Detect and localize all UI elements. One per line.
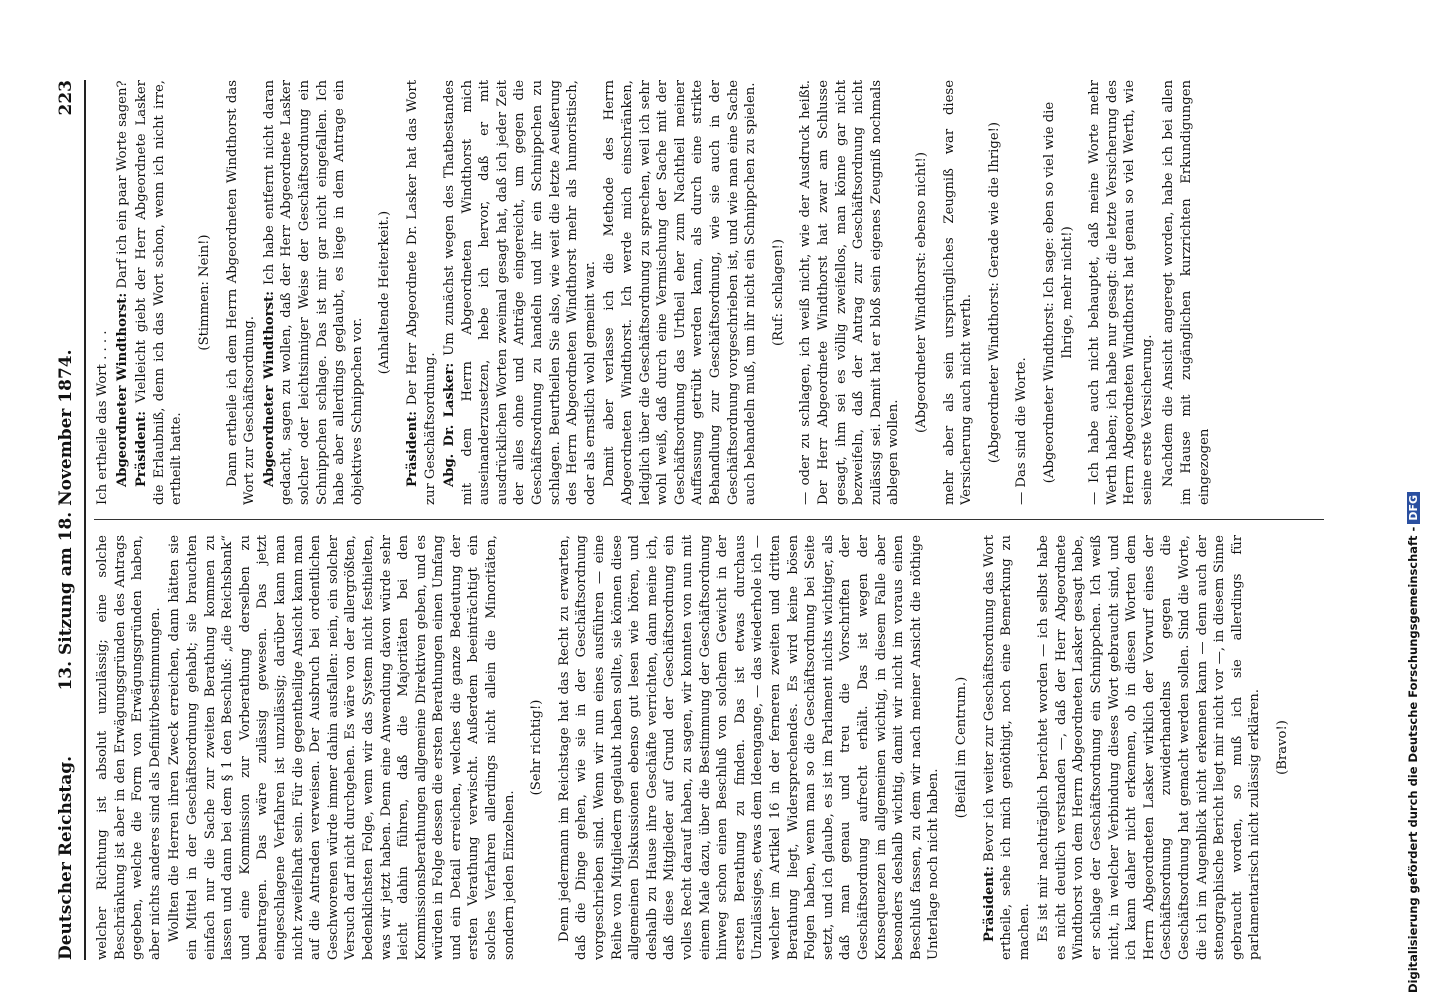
paragraph: [261, 80, 367, 505]
running-head-left: Deutscher Reichstag.: [56, 755, 76, 960]
stage-direction: [953, 535, 971, 960]
paragraph-text: (Abgeordneter Windthorst: Gerade wie die Ihrige!): [986, 121, 1002, 464]
paragraph: [1160, 80, 1213, 505]
paragraph: [1013, 80, 1031, 505]
left-column: [94, 535, 1334, 960]
stage-direction: [1041, 80, 1076, 505]
paragraph-text: Ich habe entfernt nicht daran gedacht, sagen zu wollen, daß der Herr Abgeordnete Lasker solcher oder leichtsinniger Weise der Geschäftsordnung ein Schnippchen schlage. Das ist mir gar nicht eingefallen. Ich habe aber allerdings geglaubt, es liege in dem Antrage ein objektives Schnippchen vor.: [261, 80, 365, 505]
paragraph-text: Dann ertheile ich dem Herrn Abgeordneten Windthorst das Wort zur Geschäftsordnung.: [224, 80, 258, 505]
speaker-name: Präsident:: [981, 865, 997, 942]
paragraph: [133, 80, 186, 505]
stage-direction: [913, 80, 931, 505]
paragraph: [797, 80, 903, 505]
paragraph-text: Darf ich ein paar Worte sagen?: [114, 80, 130, 289]
digitization-credit: [1406, 8, 1426, 993]
stage-direction: [196, 80, 214, 505]
paragraph-text: (Ruf: schlagen!): [770, 239, 786, 346]
paragraph-text: Es ist mir nachträglich berichtet worden — ich selbst habe es nicht deutlich verstanden —, daß der Herr Abgeordnete Windthorst von dem Herrn Abgeordneten Lasker gesagt habe, er schlage der Geschäftsordnung ein Schnippchen. Ich weiß nicht, in welcher Verbindung dieses Wort gebraucht sind, und ich kann daher nicht erkennen, ob in diesen Worten dem Herrn Abgeordneten Lasker wirklich der Vorwurf eines der Geschäftsordnung zuwiderhandelns gegen die Geschäftsordnung hat gemacht werden sollen. Sind die Worte, die ich im Augenblick nicht erkennen kann — denn auch der stenographische Bericht liegt mir nicht vor —, in diesem Sinne gebraucht worden, so muß ich sie allerdings für parlamentarisch nicht zulässig erklären.: [1036, 535, 1263, 960]
paragraph-text: — Das sind die Worte.: [1014, 357, 1030, 505]
credit-text-rotated: [1406, 8, 1426, 993]
paragraph-text: Der Herr Abgeordnete Dr. Lasker hat das Wort zur Geschäftsordnung.: [404, 80, 438, 505]
paragraph-text: Denn jedermann im Reichstage hat das Recht zu erwarten, daß die Dinge gehen, wie sie in der Geschäftsordnung vorgeschrieben sind. Wenn wir nun eines ausführen — eine Reihe von Mitgliedern geglaubt haben sollte, sie können diese allgemeinen Diskussionen ebenso gut lesen wie hören, und deshalb zu Hause ihre Geschäfte verrichten, dann meine ich, daß diese Mitglieder auf Grund der Geschäftsordnung ein volles Recht darauf haben, zu sagen, wir konnten von nun mit einem Male dazu, über die Bestimmung der Geschäftsordnung hinweg schon einen Beschluß von solchem Gewicht in der ersten Berathung zu finden. Das ist etwas durchaus Unzulässiges, etwas dem Ideengange, — das wiederhole ich — welcher im Artikel 16 in der ferneren zweiten und dritten Berathung liegt, Widersprechendes. Es wird keine bösen Folgen haben, wenn man so die Geschäftsordnung bei Seite setzt, und ich glaube, es ist im Parlament nichts wichtiger, als daß man genau und treu die Vorschriften der Geschäftsordnung aufrecht erhält. Das ist wegen der Konsequenzen im allgemeinen wichtig, in diesem Falle aber besonders deshalb wichtig, damit wir nicht im voraus einen Beschluß fassen, zu dem wir nach meiner Ansicht die nöthige Unterlage noch nicht haben.: [556, 535, 942, 960]
running-head: [50, 80, 86, 960]
page-number: 223: [56, 80, 76, 116]
paragraph-text: Bevor ich weiter zur Geschäftsordnung das Wort ertheile, sehe ich mich genöthigt, noch eine Bemerkung zu machen.: [981, 535, 1032, 960]
stage-direction: [376, 80, 394, 505]
speaker-name: Abgeordneter Windthorst:: [261, 290, 277, 487]
right-column: [94, 80, 1334, 505]
paragraph-text: (Anhaltende Heiterkeit.): [377, 210, 393, 375]
dfg-logo-badge: DFG: [1407, 492, 1420, 524]
paragraph-text: Wollten die Herren ihren Zweck erreichen, dann hätten sie ein Mittel in der Geschäftsordnung gehabt; sie brauchten einfach nur die Sache zur zweiten Berathung kommen zu lassen und dann bei dem § 1 den Beschluß: „die Reichsbank“ und eine Kommission zur Vorberathung derselben zu beantragen. Das wäre zulässig gewesen. Das jetzt eingeschlagene Verfahren ist unzulässig; darüber kann man nicht zweifelhaft sein. Für die gegentheilige Ansicht kann man auf die Antraden verweisen. Der Ausbruch bei ordentlichen Geschworenen würde immer dahin ausfallen: nein, ein solcher Versuch darf nicht durchgehen. Es wäre von der allergrößten, bedenklichsten Folge, wenn wir das System nicht festhielten, was wir jetzt haben. Denn eine Anwendung davon würde sehr leicht dahin führen, daß die Majoritäten bei den Kommissionsberathungen allgemeine Direktiven geben, und es würden in Folge dessen die ersten Berathungen einen Umfang und ein Detail erreichen, welches die ganze Bedeutung der ersten Verathung verwischt. Außerdem beeinträchtigt ein solches Verfahren allerdings nicht allein die Minoritäten, sondern jeden Einzelnen.: [167, 535, 517, 960]
rotated-page-content: [50, 80, 1350, 960]
paragraph: [94, 80, 112, 505]
stage-direction: [1274, 535, 1292, 960]
paragraph-text: — oder zu schlagen, ich weiß nicht, wie der Ausdruck heißt. Der Herr Abgeordnete Windthorst hat zwar am Schlusse gesagt, ihm sei es völlig zweifellos, man könne gar nicht bezweifeln, daß der Antrag zur Geschäftsordnung nicht zulässig sei. Damit hat er bloß sein eigenes Zeugniß nochmals ablegen wollen.: [798, 80, 902, 505]
stage-direction: [986, 80, 1004, 505]
paragraph: [981, 535, 1034, 960]
paragraph: [224, 80, 259, 505]
running-head-title: 13. Sitzung am 18. November 1874.: [56, 349, 76, 691]
speaker-name: Präsident:: [404, 410, 420, 487]
speaker-name: Abg. Dr. Lasker:: [442, 362, 458, 487]
paragraph-text: Nachdem die Ansicht angeregt worden, habe ich bei allen im Hause mit zugänglichen kurzrichten Erkundigungen eingezogen: [1161, 80, 1212, 505]
paragraph-text: (Stimmen: Nein!): [196, 234, 212, 351]
paragraph-text: mehr aber als sein ursprüngliches Zeugniß war diese Versicherung auch nicht werth.: [941, 80, 975, 505]
paragraph-text: (Beifall im Centrum.): [953, 676, 969, 819]
paragraph: [1086, 80, 1156, 505]
paragraph: [1035, 535, 1264, 960]
paragraph: [601, 80, 759, 505]
paragraph: [94, 535, 164, 960]
text-columns: [94, 80, 1334, 960]
paragraph-text: (Abgeordneter Windthorst: ebenso nicht!): [913, 152, 929, 433]
speaker-name: Abgeordneter Windthorst:: [114, 292, 130, 487]
stage-direction: [528, 535, 546, 960]
credit-text: Digitalisierung gefördert durch die Deutsche Forschungsgemeinschaft -: [1406, 526, 1420, 993]
paragraph-text: Damit aber verlasse ich die Methode des Herrn Abgeordneten Windthorst. Ich werde mich einschränken, lediglich über die Geschäftsordnung zu sprechen, weil ich sehr wohl weiß, daß durch eine Vermischung der Sache mit der Geschäftsordnung das Urtheil eher zum Nachtheil meiner Auffassung getrübt werden kann, als durch eine strikte Behandlung zur Geschäftsordnung, wie sie auch in der Geschäftsordnung vorgeschrieben ist, und wie man eine Sache auch behandeln muß, um ihr nicht ein Schnippchen zu spielen.: [602, 80, 759, 505]
paragraph: [114, 80, 132, 505]
paragraph-text: — Ich habe auch nicht behauptet, daß meine Worte mehr Werth haben; ich habe nur gesagt: die letzte Versicherung des Herrn Abgeordneten Windthorst hat genau so viel Werth, wie seine erste Versicherung.: [1087, 80, 1155, 505]
paragraph: [404, 80, 439, 505]
paragraph: [441, 80, 599, 505]
paragraph-text: Ich ertheile das Wort . . . .: [95, 330, 110, 505]
paragraph-text: (Sehr richtig!): [529, 699, 545, 796]
paragraph: [556, 535, 943, 960]
paragraph-text: (Bravo!): [1275, 720, 1290, 775]
paragraph-text: Vielleicht giebt der Herr Abgeordnete Lasker die Erlaubniß, denn ich das Wort schon, wenn ich nicht irre, ertheilt hatte.: [134, 80, 185, 505]
paragraph-text: Um zunächst wegen des Thatbestandes mit dem Herrn Abgeordneten Windthorst mich auseinanderzusetzen, hebe ich hervor, daß er mit ausdrücklichen Worten zweimal gesagt hat, daß ich jeder Zeit der alles ohne und Anträge eingereicht, um gegen die Geschäftsordnung zu handeln und ihr ein Schnippchen zu schlagen. Beurtheilen Sie also, wie weit die letzte Aeußerung des Herrn Abgeordneten Windthorst mehr als humoristisch, oder als ernstlich wohl gemeint war.: [442, 80, 598, 505]
paragraph-text: (Abgeordneter Windthorst: Ich sage: eben so viel wie die Ihrige, mehr nicht!): [1041, 101, 1075, 484]
speaker-name: Präsident:: [134, 410, 150, 487]
paragraph: [166, 535, 518, 960]
stage-direction: [770, 80, 788, 505]
paragraph: [941, 80, 976, 505]
paragraph-text: welcher Richtung ist absolut unzulässig; eine solche Beschränkung ist aber in den Erwägungsgründen des Antrags gegeben, welche die Form von Erwägungsgründen haben, aber nichts anderes sind als Definitivbestimmungen.: [95, 535, 163, 960]
